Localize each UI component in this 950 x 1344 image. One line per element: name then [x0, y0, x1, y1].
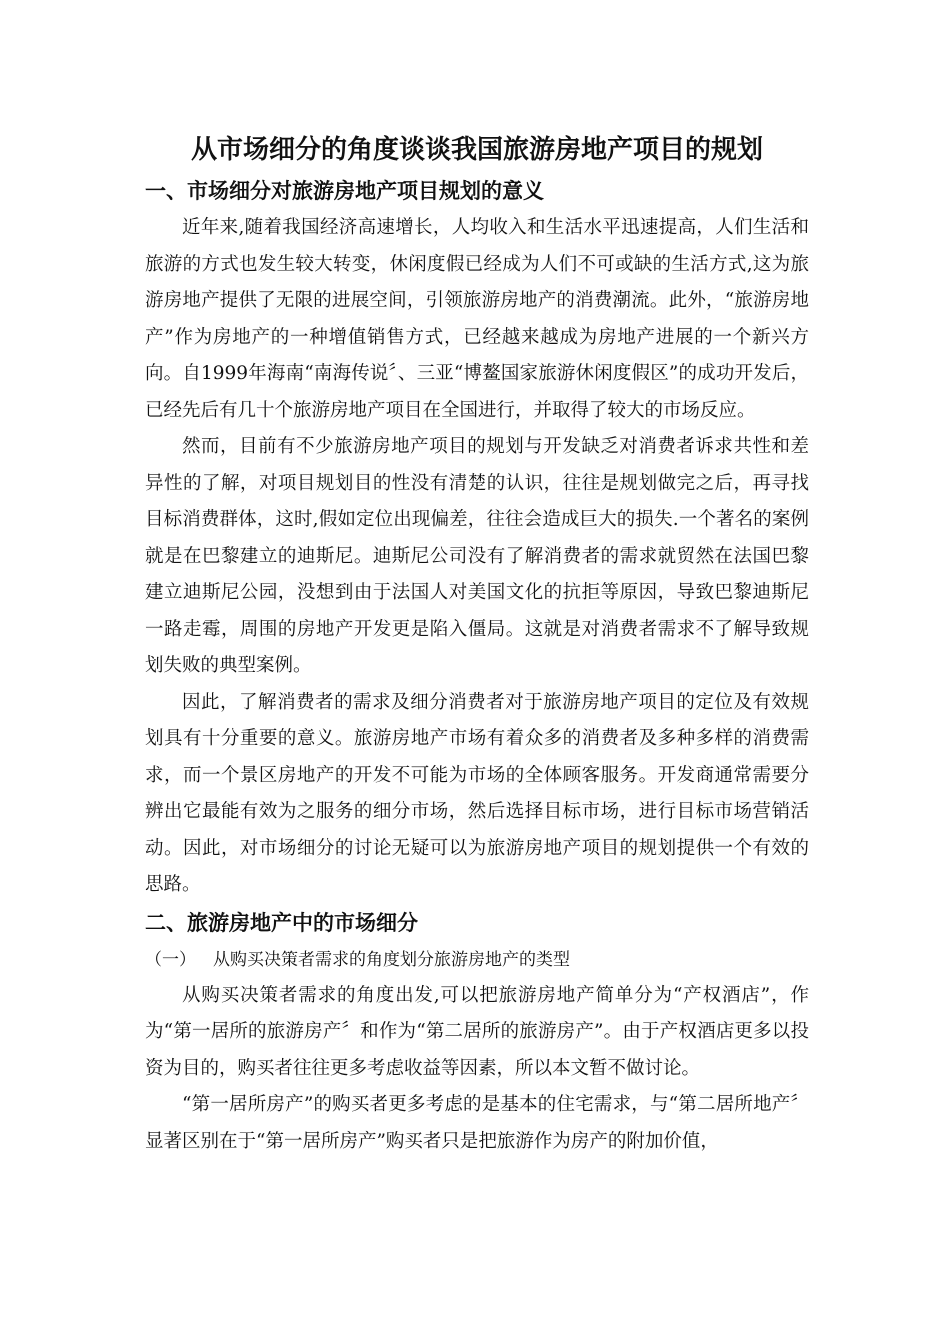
section1-paragraph-2: 然而，目前有不少旅游房地产项目的规划与开发缺乏对消费者诉求共性和差异性的了解，对项目规划目的性没有清楚的认识，往往是规划做完之后，再寻找目标消费群体，这时,假如定位出现偏差，往往会造成巨大的损失.一个著名的案例就是在巴黎建立的迪斯尼。迪斯尼公司没有了解消费者的需求就贸然在法国巴黎建立迪斯尼公园，没想到由于法国人对美国文化的抗拒等原因，导致巴黎迪斯尼一路走霉，周围的房地产开发更是陷入僵局。这就是对消费者需求不了解导致规划失败的典型案例。 [145, 436, 809, 676]
subsection-heading [145, 942, 809, 978]
subsection-title: 从购买决策者需求的角度划分旅游房地产的类型 [213, 949, 570, 970]
document-title: 从市场细分的角度谈谈我国旅游房地产项目的规划 [190, 135, 763, 165]
section-heading-1: 一、市场细分对旅游房地产项目规划的意义 [145, 179, 544, 203]
section1-paragraph-1: 近年来,随着我国经济高速增长，人均收入和生活水平迅速提高，人们生活和旅游的方式也发生较大转变，休闲度假已经成为人们不可或缺的生活方式,这为旅游房地产提供了无限的进展空间，引领旅游房地产的消费潮流。此外，“旅游房地产”作为房地产的一种增值销售方式，已经越来越成为房地产进展的一个新兴方向。自1999年海南“南海传说〞、三亚“博鳌国家旅游休闲度假区”的成功开发后，已经先后有几十个旅游房地产项目在全国进行，并取得了较大的市场反应。 [145, 217, 809, 421]
section1-paragraph-3: 因此，了解消费者的需求及细分消费者对于旅游房地产项目的定位及有效规划具有十分重要的意义。旅游房地产市场有着众多的消费者及多种多样的消费需求，而一个景区房地产的开发不可能为市场的全体顾客服务。开发商通常需要分辨出它最能有效为之服务的细分市场，然后选择目标市场，进行目标市场营销活动。因此，对市场细分的讨论无疑可以为旅游房地产项目的规划提供一个有效的思路。 [145, 691, 809, 895]
section2-paragraph-1: 从购买决策者需求的角度出发,可以把旅游房地产简单分为“产权酒店”，作为“第一居所的旅游房产〞和作为“第二居所的旅游房产”。由于产权酒店更多以投资为目的，购买者往往更多考虑收益等因素，所以本文暂不做讨论。 [145, 984, 809, 1079]
subsection-number: （一） [145, 949, 196, 970]
section2-paragraph-2: “第一居所房产”的购买者更多考虑的是基本的住宅需求，与“第二居所地产〞显著区别在于“第一居所房产”购买者只是把旅游作为房产的附加价值， [145, 1094, 809, 1152]
section-heading-2: 二、旅游房地产中的市场细分 [145, 910, 418, 935]
document-page [145, 128, 809, 1160]
